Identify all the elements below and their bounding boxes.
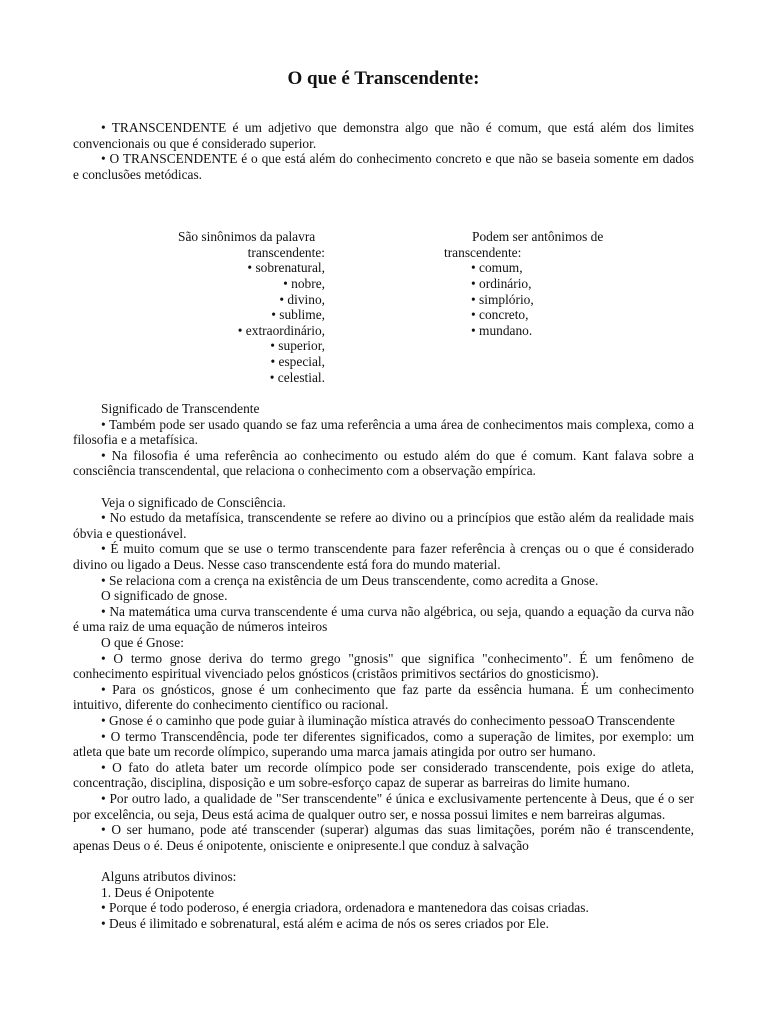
synonym-item: • especial, [270,353,325,369]
synonym-antonym-columns [73,229,694,385]
synonym-item: • extraordinário, [237,322,325,338]
spacer [73,853,694,869]
antonym-item: • ordinário, [471,275,532,291]
body-paragraph: • Por outro lado, a qualidade de "Ser transcendente" é única e exclusivamente pertencente à Deus, que é o ser por excelência, ou seja, Deus está acima de qualquer outro ser, e nossa possui limites e nem barreiras algumas. [73,790,694,822]
body-paragraph: • Também pode ser usado quando se faz uma referência a uma área de conhecimentos mais complexa, como a filosofia e a metafísica. [73,416,694,448]
body-paragraph: Alguns atributos divinos: [101,868,237,884]
body-paragraph: • O termo gnose deriva do termo grego "gnosis" que significa "conhecimento". É um fenômeno de conhecimento espiritual vivenciado pelos gnósticos (cristãos primitivos sectários do gnosticismo). [73,650,694,682]
synonyms-heading: São sinônimos da palavra [178,229,316,245]
antonyms-heading: transcendente: [444,244,522,260]
body-paragraph: • É muito comum que se use o termo transcendente para fazer referência à crenças ou o que é considerado divino ou ligado a Deus. Nesse caso transcendente está fora do mundo material. [73,541,694,573]
body-paragraph: • Na matemática uma curva transcendente é uma curva não algébrica, ou seja, quando a equação da curva não é uma raiz de uma equação de números inteiros [73,603,694,635]
body-paragraph: • Na filosofia é uma referência ao conhecimento ou estudo além do que é comum. Kant falava sobre a consciência transcendental, que relaciona o conhecimento com a observação empírica. [73,447,694,479]
antonyms-heading: Podem ser antônimos de [472,229,604,245]
body-paragraph: • No estudo da metafísica, transcendente se refere ao divino ou a princípios que estão além da realidade mais óbvia e questionável. [73,510,694,541]
synonym-item: • celestial. [269,369,325,385]
antonym-item: • mundano. [471,322,533,338]
body-paragraph: • Para os gnósticos, gnose é um conhecimento que faz parte da essência humana. É um conhecimento intuitivo, diferente do conhecimento científico ou racional. [73,681,694,713]
antonym-item: • comum, [471,260,523,276]
body-paragraph: • Se relaciona com a crença na existência de um Deus transcendente, como acredita a Gnose. [101,572,599,588]
body-paragraph: • Deus é ilimitado e sobrenatural, está além e acima de nós os seres criados por Ele. [101,915,549,931]
synonym-item: • sublime, [271,307,325,323]
antonym-item: • simplório, [471,291,534,307]
body-paragraph: • Porque é todo poderoso, é energia criadora, ordenadora e mantenedora das coisas criadas. [101,900,589,916]
body-paragraph: 1. Deus é Onipotente [101,884,215,900]
body-paragraph: Veja o significado de Consciência. [101,494,286,510]
synonyms-heading: transcendente: [247,244,325,260]
page-title: O que é Transcendente: [287,68,480,89]
body-paragraph: • Gnose é o caminho que pode guiar à iluminação mística através do conhecimento pessoaO Transcendente [101,712,675,728]
body-paragraph: • O ser humano, pode até transcender (superar) algumas das suas limitações, porém não é transcendente, apenas Deus o é. Deus é onipotente, onisciente e onipresente.l que conduz à salvação [73,822,694,853]
document-body [73,66,694,931]
section-heading: Significado de Transcendente [101,401,260,417]
body-paragraph: O que é Gnose: [101,635,184,651]
intro-paragraph: • O TRANSCENDENTE é o que está além do conhecimento concreto e que não se baseia somente em dados e conclusões metódicas. [73,151,694,182]
body-paragraph: O significado de gnose. [101,588,228,604]
synonym-item: • superior, [270,338,325,354]
spacer [73,182,694,229]
synonym-item: • sobrenatural, [247,260,325,276]
body-paragraph: • O termo Transcendência, pode ter diferentes significados, como a superação de limites, por exemplo: um atleta que bate um recorde olímpico, superando uma marca jamais atingida por outro ser humano. [73,728,694,760]
synonyms-column [73,229,325,385]
spacer [73,479,694,495]
synonym-item: • nobre, [283,275,325,291]
intro-paragraph: • TRANSCENDENTE é um adjetivo que demonstra algo que não é comum, que está além dos limites convencionais ou que é considerado superior. [73,120,694,151]
body-paragraph: • O fato do atleta bater um recorde olímpico pode ser considerado transcendente, pois exige do atleta, concentração, disciplina, disposição e um sobre-esforço capaz de superar as barreiras do limite humano. [73,759,694,791]
synonym-item: • divino, [279,291,325,307]
antonyms-column [444,229,614,385]
antonym-item: • concreto, [471,307,529,323]
